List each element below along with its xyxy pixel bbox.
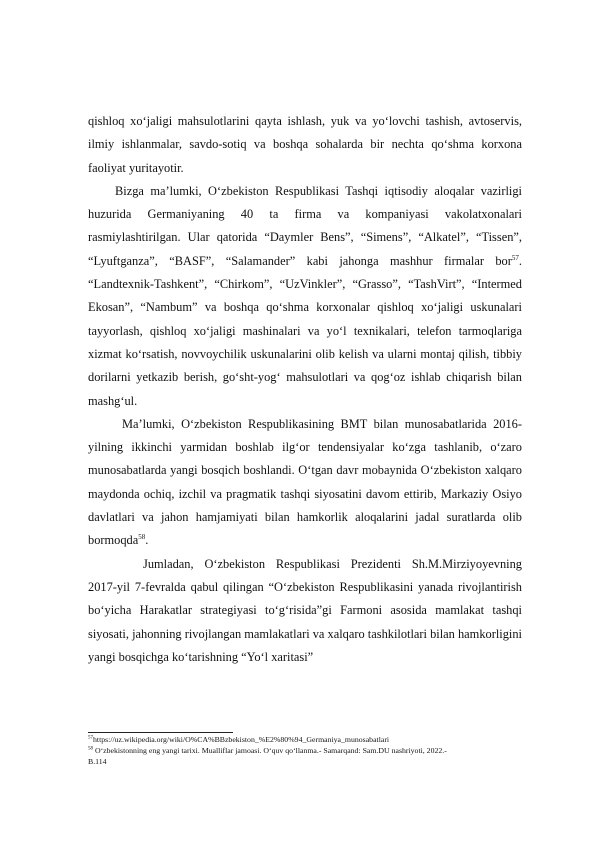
paragraph-4 [88,553,522,669]
footnote-text: B.114 [88,756,107,766]
paragraph-text: qishloq xo‘jaligi mahsulotlarini qayta ishlash, yuk va yo‘lovchi tashish, avtoservis, ilmiy ishlanmalar, savdo-sotiq va boshqa sohalarda bir nechta qo‘shma korxona faoliyat yuritayotir. [88,114,522,175]
paragraph-1 [88,110,522,180]
footnotes-section [88,732,522,767]
footnote-mark: 58 [88,746,93,752]
document-body [88,110,522,669]
footnote-reference-57[interactable]: 57 [511,253,519,262]
paragraph-text-continued: . “Landtexnik-Tashkent”, “Chirkom”, “UzVinkler”, “Grasso”, “TashVirt”, “Intermed Ekosan”, “Nambum” va boshqa qo‘shma korxonalar qishloq xo‘jaligi uskunalari tayyorlash, qishloq xo‘jaligi mashinalari va yo‘l texnikalari, telefon tarmoqlariga xizmat ko‘rsatish, novvoychilik uskunalarini olib kelish va ularni montaj qilish, tibbiy dorilarni yetkazib berish, go‘sht-yog‘ mahsulotlari va qog‘oz ishlab chiqarish bilan mashg‘ul. [88,253,522,408]
footnote-text: O‘zbekistonning eng yangi tarixi. Mualliflar jamoasi. O‘quv qo‘llanma.- Samarqand: Sam.DU nashriyoti, 2022.- [93,745,447,755]
footnote-reference-58[interactable]: 58 [138,533,146,542]
footnote-57 [88,735,522,746]
paragraph-text-continued: . [145,533,149,548]
footnote-58-continued [88,757,522,768]
paragraph-text: Ma’lumki, O‘zbekiston Respublikasining BMT bilan munosabatlarida 2016-yilning ikkinchi yarmidan boshlab ilg‘or tendensiyalar ko‘zga tashlanib, o‘zaro munosabatlarda yangi bosqich boshlandi. O‘tgan davr mobaynida O‘zbekiston xalqaro maydonda ochiq, izchil va pragmatik tashqi siyosatini davom ettirib, Markaziy Osiyo davlatlari va jahon hamjamiyati bilan hamkorlik aloqalarini jadal suratlarda olib bormoqda [88,416,522,548]
footnote-link[interactable]: https://uz.wikipedia.org/wiki/O%CA%BBzbekiston_%E2%80%94_Germaniya_munosabatlari [93,735,390,744]
paragraph-3 [88,413,522,553]
paragraph-text: Bizga ma’lumki, O‘zbekiston Respublikasi Tashqi iqtisodiy aloqalar vazirligi huzurida Germaniyaning 40 ta firma va kompaniyasi vakolatxonalari rasmiylashtirilgan. Ular qatorida “Daymler Bens”, “Simens”, “Alkatel”, “Tissen”, “Lyuftganza”, “BASF”, “Salamander” kabi jahonga mashhur firmalar bor [88,183,522,268]
footnote-divider [88,732,233,733]
footnote-mark: 57 [88,735,93,741]
paragraph-2 [88,180,522,413]
footnote-58 [88,746,522,757]
paragraph-text: Jumladan, O‘zbekiston Respublikasi Prezidenti Sh.M.Mirziyoyevning 2017-yil 7-fevralda qabul qilingan “O‘zbekiston Respublikasini yanada rivojlantirish bo‘yicha Harakatlar strategiyasi to‘g‘risida”gi Farmoni asosida mamlakat tashqi siyosati, jahonning rivojlangan mamlakatlari va xalqaro tashkilotlari bilan hamkorligini yangi bosqichga ko‘tarishning “Yo‘l xaritasi” [88,556,522,664]
